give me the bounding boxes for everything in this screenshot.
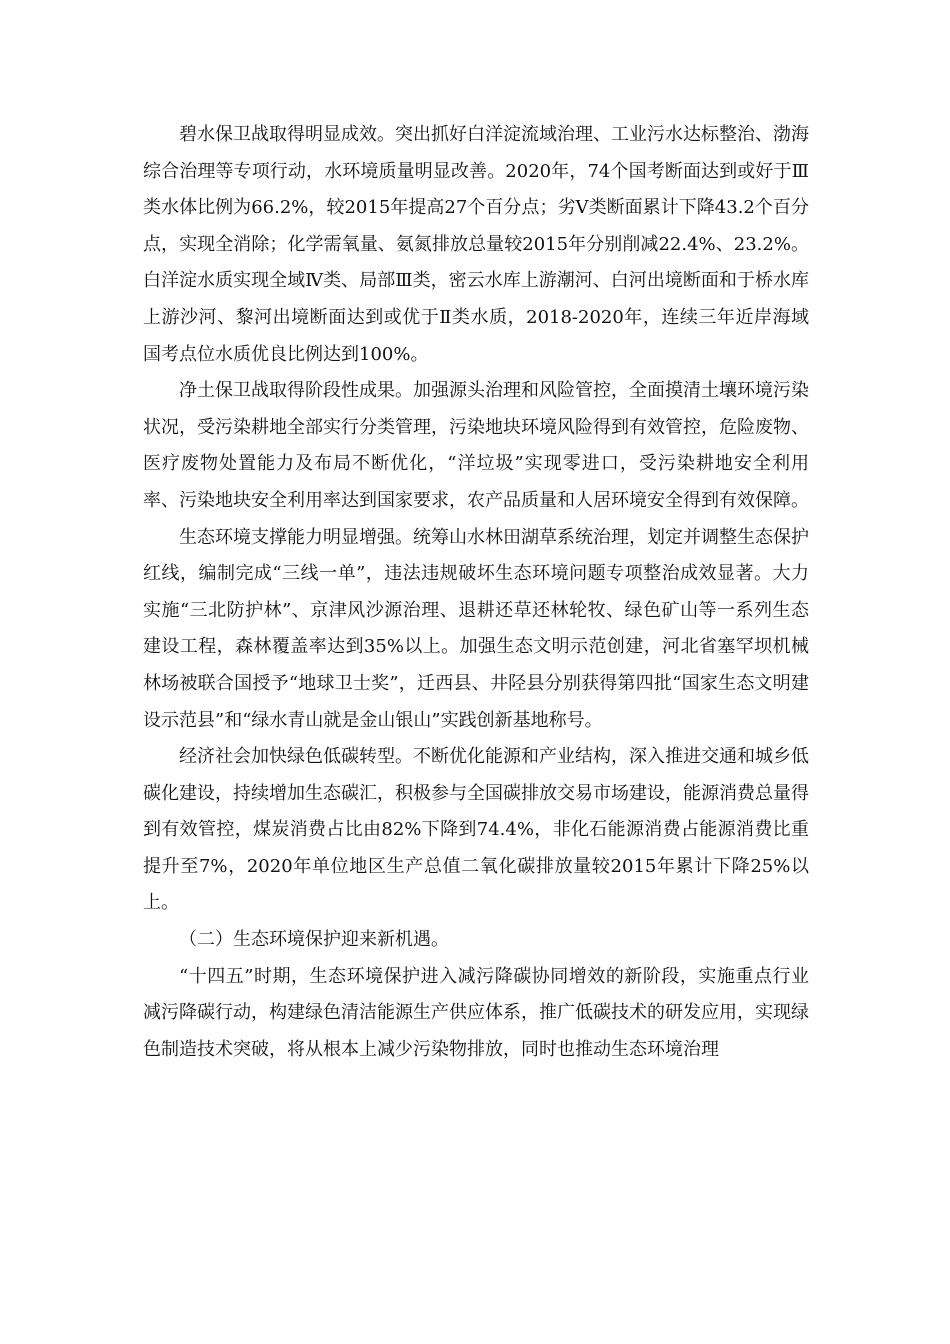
- paragraph-soil-protection: 净土保卫战取得阶段性成果。加强源头治理和风险管控，全面摸清土壤环境污染状况，受污染耕地全部实行分类管理，污染地块环境风险得到有效管控，危险废物、医疗废物处置能力及布局不断优化，“洋垃圾”实现零进口，受污染耕地安全利用率、污染地块安全利用率达到国家要求，农产品质量和人居环境安全得到有效保障。: [143, 380, 809, 511]
- document-body: [143, 117, 809, 1068]
- paragraph-low-carbon-transition: 经济社会加快绿色低碳转型。不断优化能源和产业结构，深入推进交通和城乡低碳化建设，持续增加生态碳汇，积极参与全国碳排放交易市场建设，能源消费总量得到有效管控，煤炭消费占比由82%下降到74.4%，非化石能源消费占能源消费比重提升至7%，2020年单位地区生产总值二氧化碳排放量较2015年累计下降25%以上。: [143, 746, 809, 914]
- paragraph-ecological-capacity: 生态环境支撑能力明显增强。统筹山水林田湖草系统治理，划定并调整生态保护红线，编制完成“三线一单”，违法违规破坏生态环境问题专项整治成效显著。大力实施“三北防护林”、京津风沙源治理、退耕还草还林轮牧、绿色矿山等一系列生态建设工程，森林覆盖率达到35%以上。加强生态文明示范创建，河北省塞罕坝机械林场被联合国授予“地球卫士奖”，迁西县、井陉县分别获得第四批“国家生态文明建设示范县”和“绿水青山就是金山银山”实践创新基地称号。: [143, 526, 809, 731]
- section-heading: （二）生态环境保护迎来新机遇。: [179, 929, 449, 951]
- paragraph-water-protection: 碧水保卫战取得明显成效。突出抓好白洋淀流域治理、工业污水达标整治、渤海综合治理等专项行动，水环境质量明显改善。2020年，74个国考断面达到或好于Ⅲ类水体比例为66.2%，较2015年提高27个百分点；劣Ⅴ类断面累计下降43.2个百分点，实现全消除；化学需氧量、氨氮排放总量较2015年分别削减22.4%、23.2%。白洋淀水质实现全域Ⅳ类、局部Ⅲ类，密云水库上游潮河、白河出境断面和于桥水库上游沙河、黎河出境断面达到或优于Ⅱ类水质，2018-2020年，连续三年近岸海域国考点位水质优良比例达到100%。: [143, 124, 809, 365]
- paragraph-new-opportunities: “十四五”时期，生态环境保护进入减污降碳协同增效的新阶段，实施重点行业减污降碳行动，构建绿色清洁能源生产供应体系，推广低碳技术的研发应用，实现绿色制造技术突破，将从根本上减少污染物排放，同时也推动生态环境治理: [143, 965, 809, 1060]
